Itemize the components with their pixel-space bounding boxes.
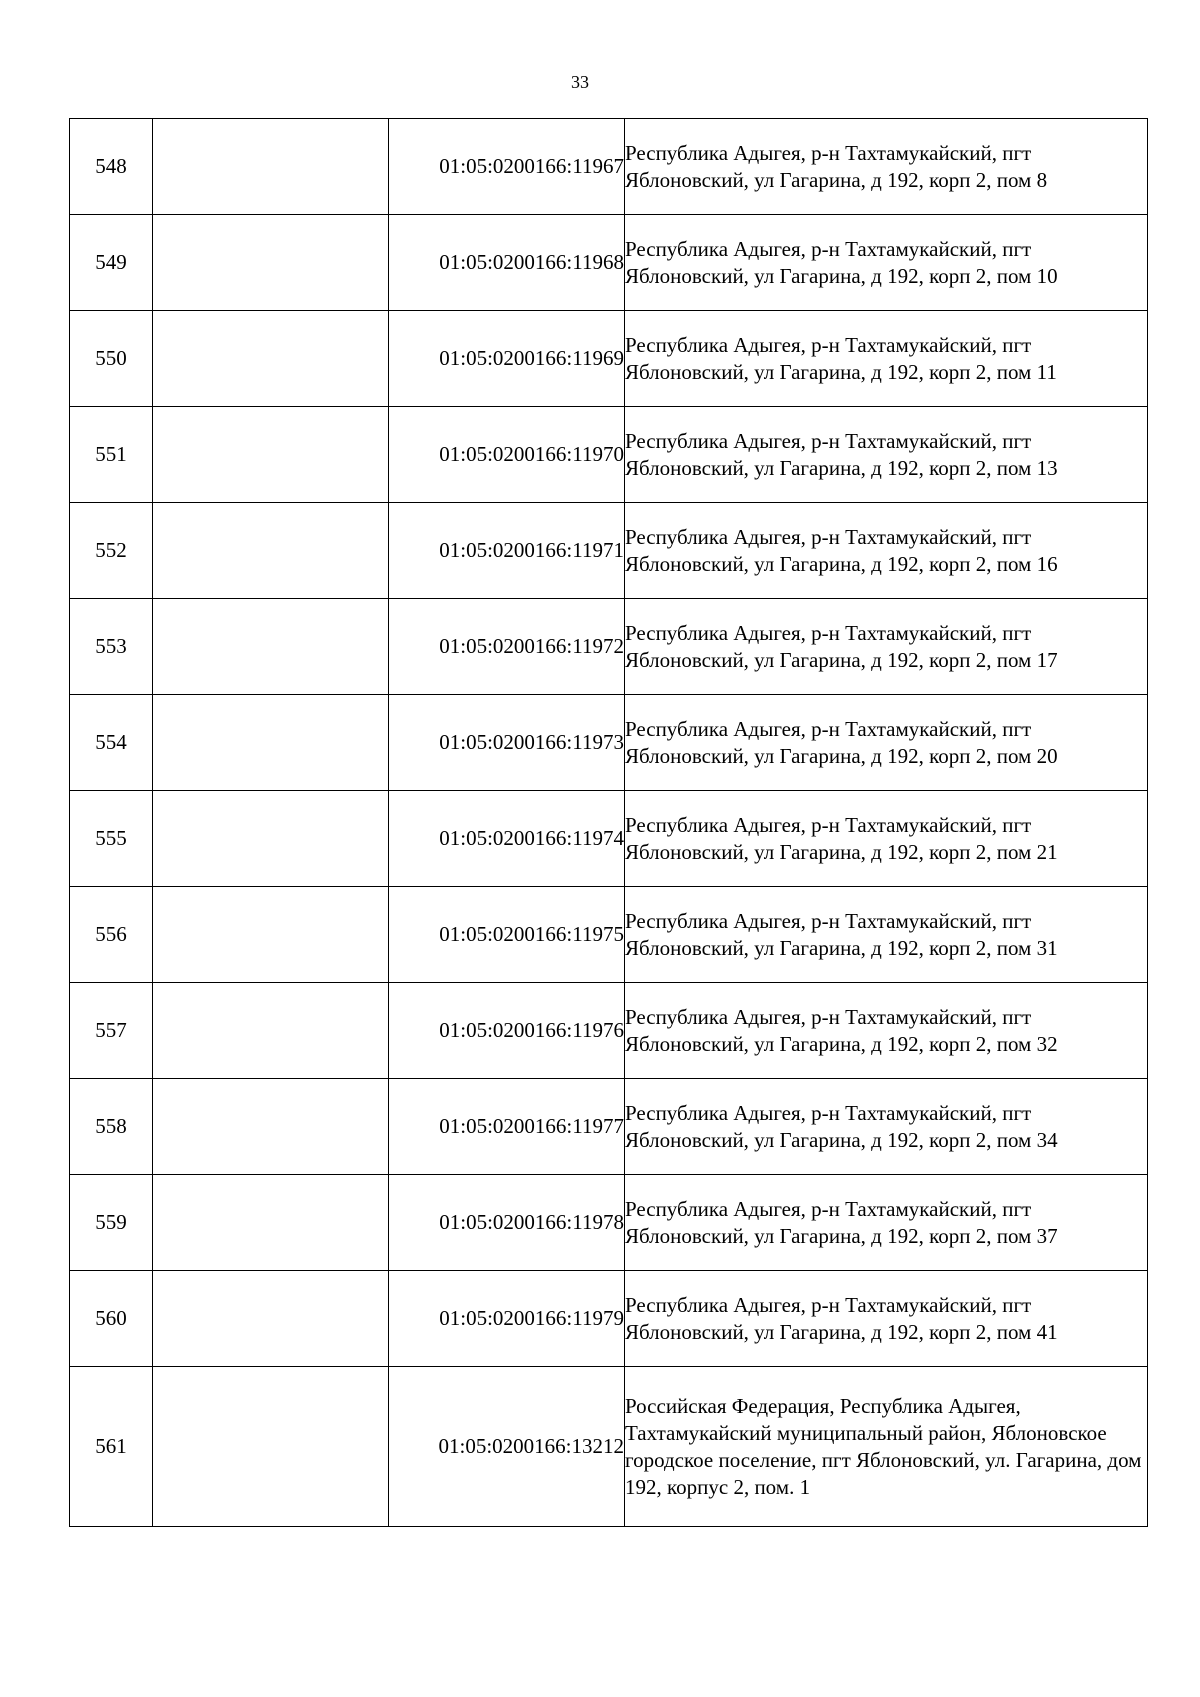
property-register-table xyxy=(69,118,1148,1527)
row-number-cell: 558 xyxy=(70,1079,153,1175)
empty-cell xyxy=(153,695,389,791)
address-cell: Республика Адыгея, р-н Тахтамукайский, пгт Яблоновский, ул Гагарина, д 192, корп 2, пом 11 xyxy=(625,311,1148,407)
address-cell: Республика Адыгея, р-н Тахтамукайский, пгт Яблоновский, ул Гагарина, д 192, корп 2, пом 20 xyxy=(625,695,1148,791)
empty-cell xyxy=(153,311,389,407)
address-cell: Республика Адыгея, р-н Тахтамукайский, пгт Яблоновский, ул Гагарина, д 192, корп 2, пом 37 xyxy=(625,1175,1148,1271)
row-number-cell: 559 xyxy=(70,1175,153,1271)
row-number-cell: 561 xyxy=(70,1367,153,1527)
empty-cell xyxy=(153,599,389,695)
address-cell: Республика Адыгея, р-н Тахтамукайский, пгт Яблоновский, ул Гагарина, д 192, корп 2, пом 10 xyxy=(625,215,1148,311)
row-number-cell: 550 xyxy=(70,311,153,407)
cadastral-number-cell: 01:05:0200166:11970 xyxy=(389,407,625,503)
empty-cell xyxy=(153,983,389,1079)
table-body xyxy=(70,119,1148,1527)
table-row xyxy=(70,1175,1148,1271)
address-cell: Республика Адыгея, р-н Тахтамукайский, пгт Яблоновский, ул Гагарина, д 192, корп 2, пом 34 xyxy=(625,1079,1148,1175)
row-number-cell: 554 xyxy=(70,695,153,791)
cadastral-number-cell: 01:05:0200166:11975 xyxy=(389,887,625,983)
page-number: 33 xyxy=(571,72,589,92)
empty-cell xyxy=(153,1271,389,1367)
row-number-cell: 549 xyxy=(70,215,153,311)
address-cell: Республика Адыгея, р-н Тахтамукайский, пгт Яблоновский, ул Гагарина, д 192, корп 2, пом 41 xyxy=(625,1271,1148,1367)
row-number-cell: 560 xyxy=(70,1271,153,1367)
row-number-cell: 556 xyxy=(70,887,153,983)
table-row xyxy=(70,1079,1148,1175)
cadastral-number-cell: 01:05:0200166:11974 xyxy=(389,791,625,887)
cadastral-number-cell: 01:05:0200166:11973 xyxy=(389,695,625,791)
empty-cell xyxy=(153,1367,389,1527)
cadastral-number-cell: 01:05:0200166:11977 xyxy=(389,1079,625,1175)
empty-cell xyxy=(153,1175,389,1271)
empty-cell xyxy=(153,1079,389,1175)
table-row xyxy=(70,1271,1148,1367)
address-cell: Республика Адыгея, р-н Тахтамукайский, пгт Яблоновский, ул Гагарина, д 192, корп 2, пом 8 xyxy=(625,119,1148,215)
table-row xyxy=(70,503,1148,599)
row-number-cell: 553 xyxy=(70,599,153,695)
address-cell: Республика Адыгея, р-н Тахтамукайский, пгт Яблоновский, ул Гагарина, д 192, корп 2, пом 32 xyxy=(625,983,1148,1079)
row-number-cell: 548 xyxy=(70,119,153,215)
cadastral-number-cell: 01:05:0200166:11968 xyxy=(389,215,625,311)
empty-cell xyxy=(153,887,389,983)
row-number-cell: 557 xyxy=(70,983,153,1079)
empty-cell xyxy=(153,215,389,311)
cadastral-number-cell: 01:05:0200166:11978 xyxy=(389,1175,625,1271)
table-row xyxy=(70,1367,1148,1527)
table-row xyxy=(70,983,1148,1079)
empty-cell xyxy=(153,407,389,503)
cadastral-number-cell: 01:05:0200166:11976 xyxy=(389,983,625,1079)
address-cell: Республика Адыгея, р-н Тахтамукайский, пгт Яблоновский, ул Гагарина, д 192, корп 2, пом 16 xyxy=(625,503,1148,599)
cadastral-number-cell: 01:05:0200166:11967 xyxy=(389,119,625,215)
table-row xyxy=(70,119,1148,215)
table-row xyxy=(70,887,1148,983)
table-row xyxy=(70,311,1148,407)
cadastral-number-cell: 01:05:0200166:11979 xyxy=(389,1271,625,1367)
table-row xyxy=(70,407,1148,503)
address-cell: Республика Адыгея, р-н Тахтамукайский, пгт Яблоновский, ул Гагарина, д 192, корп 2, пом 17 xyxy=(625,599,1148,695)
cadastral-number-cell: 01:05:0200166:11971 xyxy=(389,503,625,599)
cadastral-number-cell: 01:05:0200166:11969 xyxy=(389,311,625,407)
empty-cell xyxy=(153,119,389,215)
cadastral-number-cell: 01:05:0200166:13212 xyxy=(389,1367,625,1527)
table-row xyxy=(70,215,1148,311)
cadastral-number-cell: 01:05:0200166:11972 xyxy=(389,599,625,695)
row-number-cell: 551 xyxy=(70,407,153,503)
address-cell: Республика Адыгея, р-н Тахтамукайский, пгт Яблоновский, ул Гагарина, д 192, корп 2, пом 31 xyxy=(625,887,1148,983)
row-number-cell: 555 xyxy=(70,791,153,887)
address-cell: Российская Федерация, Республика Адыгея, Тахтамукайский муниципальный район, Яблоновское городское поселение, пгт Яблоновский, ул. Гагарина, дом 192, корпус 2, пом. 1 xyxy=(625,1367,1148,1527)
address-cell: Республика Адыгея, р-н Тахтамукайский, пгт Яблоновский, ул Гагарина, д 192, корп 2, пом 21 xyxy=(625,791,1148,887)
row-number-cell: 552 xyxy=(70,503,153,599)
table-row xyxy=(70,599,1148,695)
empty-cell xyxy=(153,791,389,887)
address-cell: Республика Адыгея, р-н Тахтамукайский, пгт Яблоновский, ул Гагарина, д 192, корп 2, пом 13 xyxy=(625,407,1148,503)
empty-cell xyxy=(153,503,389,599)
table-row xyxy=(70,791,1148,887)
table-row xyxy=(70,695,1148,791)
